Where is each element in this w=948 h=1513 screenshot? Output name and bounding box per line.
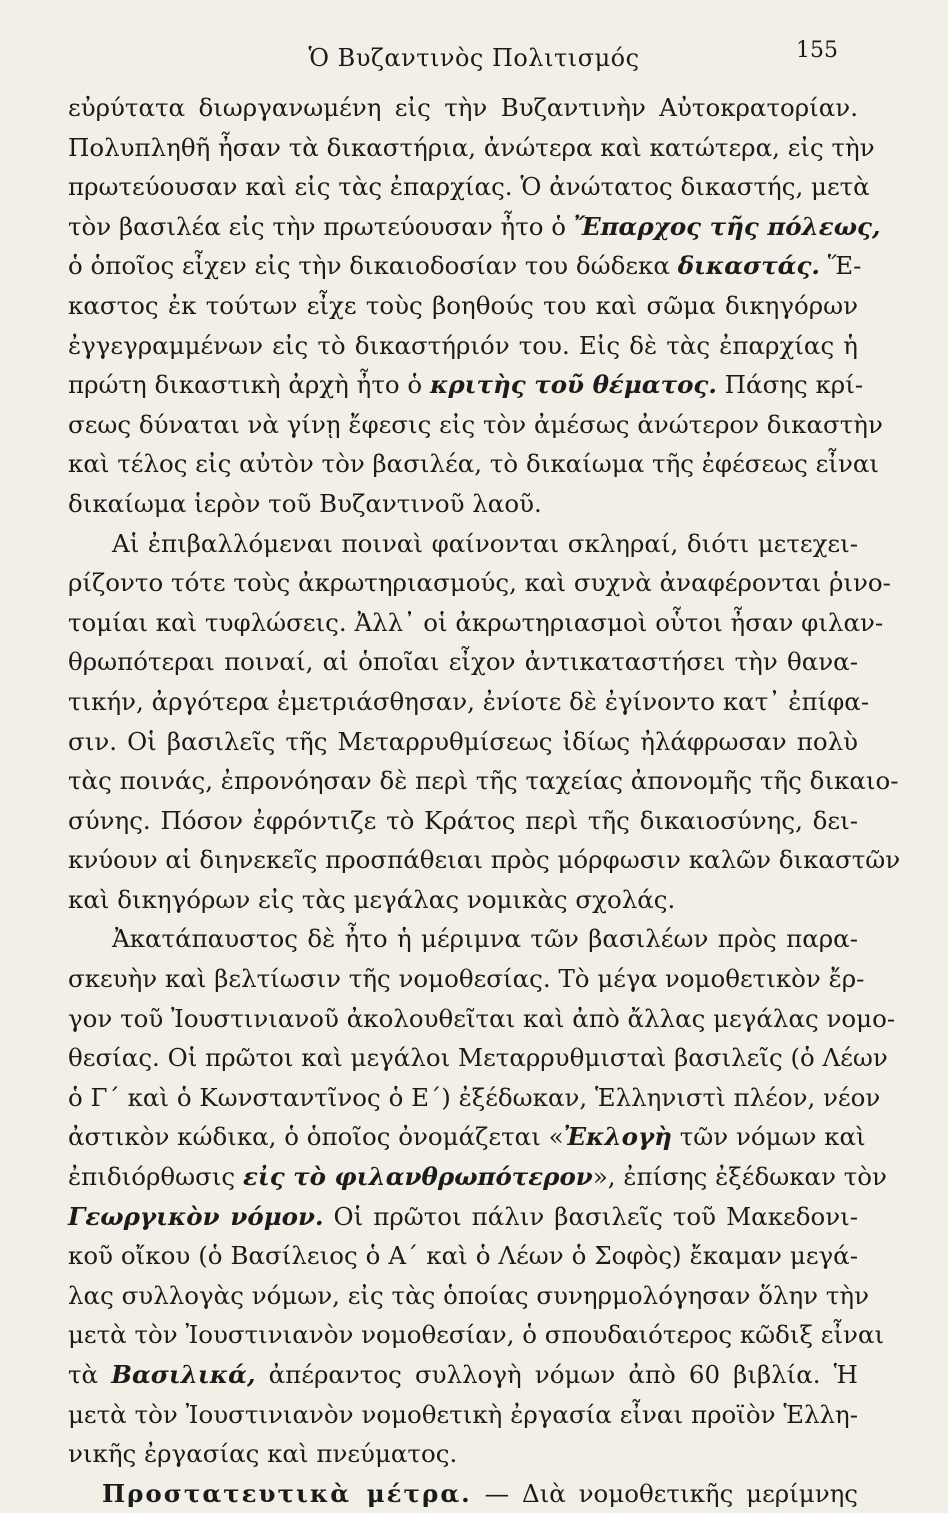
emphasis-term: Γεωργικὸν νόμον. <box>68 1201 324 1231</box>
running-title: Ὁ Βυζαντινὸς Πολιτισμός <box>308 44 640 72</box>
emphasis-term: Ἐκλογὴ <box>563 1122 672 1152</box>
text-run: τὰ <box>68 1360 99 1389</box>
text-line <box>68 207 881 247</box>
text-line: σύνης. Πόσον ἐφρόντιζε τὸ Κράτος περὶ τῆς δικαιοσύνης, δει- <box>68 805 858 835</box>
text-line: θρωπότεραι ποιναί, αἱ ὁποῖαι εἶχον ἀντικαταστήσει τὴν θανα- <box>68 647 858 677</box>
text-line: Πολυπληθῆ ἦσαν τὰ δικαστήρια, ἀνώτερα καὶ κατώτερα, εἰς τὴν <box>68 132 875 162</box>
text-line: νικῆς ἐργασίας καὶ πνεύματος. <box>68 1439 458 1469</box>
section-heading: Προστατευτικὰ μέτρα. <box>102 1478 472 1508</box>
text-line: δικαίωμα ἱερὸν τοῦ Βυζαντινοῦ λαοῦ. <box>68 488 542 518</box>
text-run: τὸν βασιλέα εἰς τὴν πρωτεύουσαν ἦτο ὁ <box>68 211 567 241</box>
text-line: καὶ δικηγόρων εἰς τὰς μεγάλας νομικὰς σχολάς. <box>68 884 676 914</box>
text-line: μετὰ τὸν Ἰουστινιανὸν νομοθεσίαν, ὁ σπουδαιότερος κῶδιξ εἶναι <box>68 1320 885 1350</box>
text-run: — Διὰ νομοθετικῆς μερίμνης <box>484 1478 858 1508</box>
text-line: ρίζοντο τότε τοὺς ἀκρωτηριασμούς, καὶ συχνὰ ἀναφέρονται ῥινο- <box>68 568 891 598</box>
text-line: σιν. Οἱ βασιλεῖς τῆς Μεταρρυθμίσεως ἰδίως ἠλάφρωσαν πολὺ <box>68 726 858 756</box>
text-line: τὰς ποινάς, ἐπρονόησαν δὲ περὶ τῆς ταχείας ἀπονομῆς τῆς δικαιο- <box>68 766 899 796</box>
text-line: κνύουν αἱ διηνεκεῖς προσπάθειαι πρὸς μόρφωσιν καλῶν δικαστῶν <box>68 845 901 875</box>
text-line <box>68 365 864 405</box>
text-run: ἀπέραντος συλλογὴ νόμων ἀπὸ 60 βιβλία. Ἡ <box>268 1360 858 1389</box>
text-line: Αἱ ἐπιβαλλόμεναι ποιναὶ φαίνονται σκληραί, διότι μετεχει- <box>112 528 858 558</box>
text-line: ἐγγεγραμμένων εἰς τὸ δικαστήριόν του. Εἰς δὲ τὰς ἐπαρχίας ἡ <box>68 330 858 360</box>
text-run: Πάσης κρί- <box>724 370 864 400</box>
text-run: ἐπιδιόρθωσις <box>68 1162 236 1192</box>
text-line: θεσίας. Οἱ πρῶτοι καὶ μεγάλοι Μεταρρυθμισταὶ βασιλεῖς (ὁ Λέων <box>68 1043 888 1073</box>
emphasis-term: κριτὴς τοῦ θέματος. <box>429 370 717 400</box>
text-run: ὁ ὁποῖος εἶχεν εἰς τὴν δικαιοδοσίαν του δώδεκα <box>68 251 670 281</box>
text-run: πρώτη δικαστικὴ ἀρχὴ ἦτο ὁ <box>68 370 423 400</box>
text-line: τομίαι καὶ τυφλώσεις. Ἀλλ᾽ οἱ ἀκρωτηριασμοὶ οὗτοι ἦσαν φιλαν- <box>68 607 884 637</box>
emphasis-term: εἰς τὸ φιλανθρωπότερον <box>242 1162 593 1192</box>
text-run: », ἐπίσης ἐξέδωκαν τὸν <box>592 1162 887 1192</box>
text-line <box>68 1355 858 1395</box>
text-line: λας συλλογὰς νόμων, εἰς τὰς ὁποίας συνηρμολόγησαν ὅλην τὴν <box>68 1280 869 1310</box>
emphasis-term: Ἔπαρχος τῆς πόλεως, <box>573 211 881 241</box>
body-text <box>68 88 901 1513</box>
text-line: σκευὴν καὶ βελτίωσιν τῆς νομοθεσίας. Τὸ μέγα νομοθετικὸν ἔρ- <box>68 964 865 994</box>
text-line: ὁ Γ΄ καὶ ὁ Κωνσταντῖνος ὁ Ε΄) ἐξέδωκαν, Ἑλληνιστὶ πλέον, νέον <box>68 1082 881 1112</box>
section-heading-line <box>68 1474 858 1513</box>
text-line: καὶ τέλος εἰς αὐτὸν τὸν βασιλέα, τὸ δικαίωμα τῆς ἐφέσεως εἶναι <box>68 449 880 479</box>
text-line: Ἀκατάπαυστος δὲ ἦτο ἡ μέριμνα τῶν βασιλέων πρὸς παρα- <box>112 924 858 954</box>
text-line: καστος ἐκ τούτων εἶχε τοὺς βοηθούς του καὶ σῶμα δικηγόρων <box>68 290 858 320</box>
text-run: τῶν νόμων καὶ <box>679 1122 866 1152</box>
text-run: ἀστικὸν κώδικα, ὁ ὁποῖος ὀνομάζεται « <box>68 1122 564 1152</box>
text-line: κοῦ οἴκου (ὁ Βασίλειος ὁ Α΄ καὶ ὁ Λέων ὁ Σοφὸς) ἔκαμαν μεγά- <box>68 1241 858 1271</box>
text-line: γον τοῦ Ἰουστινιανοῦ ἀκολουθεῖται καὶ ἀπὸ ἄλλας μεγάλας νομο- <box>68 1003 896 1033</box>
page-number: 155 <box>796 38 838 63</box>
text-line: τικήν, ἀργότερα ἐμετριάσθησαν, ἐνίοτε δὲ ἐγίνοντο κατ᾽ ἐπίφα- <box>68 686 870 716</box>
text-line: σεως δύναται νὰ γίνῃ ἔφεσις εἰς τὸν ἀμέσως ἀνώτερον δικαστὴν <box>68 409 883 439</box>
text-line: εὐρύτατα διωργανωμένη εἰς τὴν Βυζαντινὴν Αὐτοκρατορίαν. <box>68 93 858 122</box>
text-line <box>68 1117 866 1157</box>
emphasis-term: Βασιλικά, <box>111 1360 256 1389</box>
text-line <box>68 246 862 286</box>
emphasis-term: δικαστάς. <box>677 251 820 281</box>
running-head <box>0 38 948 78</box>
text-line <box>68 1157 887 1197</box>
text-run: Οἱ πρῶτοι πάλιν βασιλεῖς τοῦ Μακεδονι- <box>333 1201 858 1231</box>
text-line <box>68 1197 858 1237</box>
text-run: Ἕ- <box>827 251 862 281</box>
text-line: πρωτεύουσαν καὶ εἰς τὰς ἐπαρχίας. Ὁ ἀνώτατος δικαστής, μετὰ <box>68 172 870 202</box>
text-line: μετὰ τὸν Ἰουστινιανὸν νομοθετικὴ ἐργασία εἶναι προϊὸν Ἑλλη- <box>68 1399 858 1429</box>
